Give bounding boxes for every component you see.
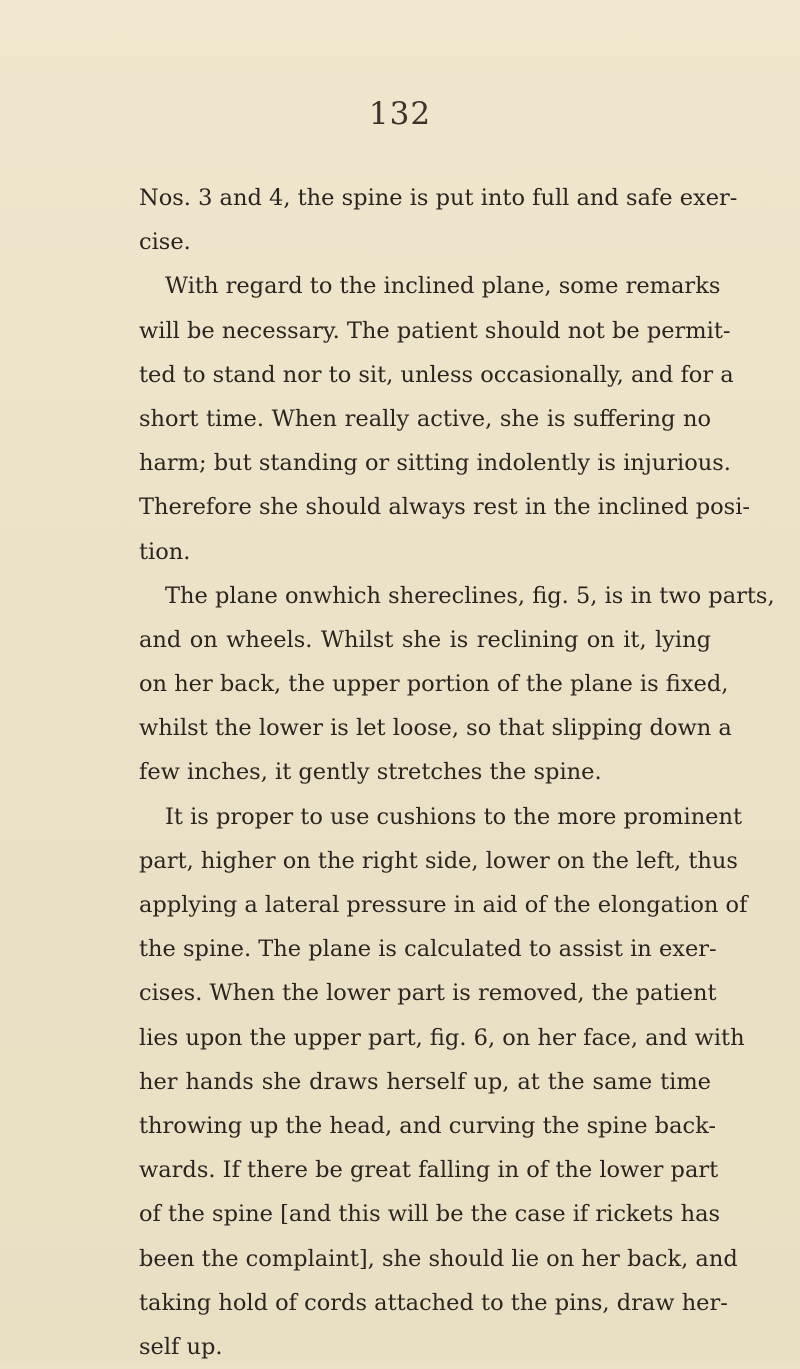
page-number: 132 — [368, 96, 432, 132]
text-line: wards. If there be great falling in of the lower part — [139, 1157, 719, 1184]
text-line: The plane onwhich shereclines, fig. 5, is in two parts, — [165, 582, 775, 609]
text-line: the spine. The plane is calculated to assist in exer- — [139, 936, 717, 963]
text-line: on her back, the upper portion of the plane is fixed, — [139, 671, 729, 698]
text-line: her hands she draws herself up, at the same time — [139, 1068, 711, 1095]
text-line: self up. — [139, 1333, 223, 1360]
text-line: short time. When really active, she is suffering no — [139, 405, 711, 432]
text-line: been the complaint], she should lie on her back, and — [139, 1245, 738, 1272]
text-line: cises. When the lower part is removed, the patient — [139, 980, 717, 1007]
text-line: harm; but standing or sitting indolently is injurious. — [139, 450, 731, 477]
text-line: tion. — [139, 538, 191, 565]
text-line: lies upon the upper part, fig. 6, on her face, and with — [139, 1024, 745, 1051]
text-line: throwing up the head, and curving the spine back- — [139, 1112, 716, 1139]
text-line: applying a lateral pressure in aid of the elongation of — [139, 892, 748, 918]
text-line: will be necessary. The patient should not be permit- — [139, 317, 731, 344]
text-line: Therefore she should always rest in the inclined posi- — [139, 494, 750, 521]
text-line: few inches, it gently stretches the spine. — [139, 759, 602, 786]
text-line: ted to stand nor to sit, unless occasionally, and for a — [139, 361, 734, 388]
text-line: of the spine [and this will be the case if rickets has — [139, 1201, 721, 1228]
text-line: It is proper to use cushions to the more prominent — [165, 803, 743, 830]
text-line: cise. — [139, 229, 191, 256]
text-line: taking hold of cords attached to the pins, draw her- — [139, 1289, 728, 1316]
text-line: Nos. 3 and 4, the spine is put into full and safe exer- — [139, 185, 738, 211]
text-line: part, higher on the right side, lower on the left, thus — [139, 847, 738, 874]
text-line: With regard to the inclined plane, some remarks — [165, 273, 721, 300]
text-line: and on wheels. Whilst she is reclining on it, lying — [139, 626, 711, 653]
text-line: whilst the lower is let loose, so that slipping down a — [139, 715, 732, 742]
body-text — [139, 176, 775, 1369]
